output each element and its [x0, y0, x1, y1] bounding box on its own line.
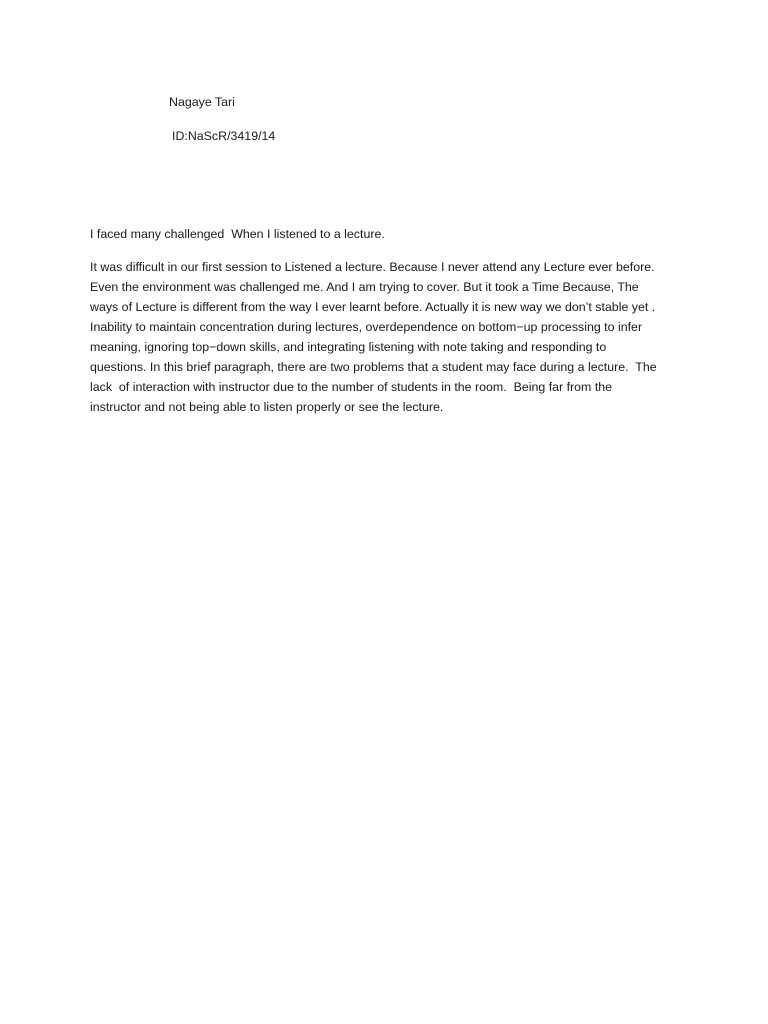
student-id: ID:NaScR/3419/14: [172, 129, 276, 143]
paragraph-line: instructor and not being able to listen properly or see the lecture.: [90, 400, 444, 414]
paragraph-line: Even the environment was challenged me. And I am trying to cover. But it took a Time Because, The: [90, 280, 639, 294]
intro-sentence: I faced many challenged When I listened to a lecture.: [90, 227, 385, 241]
author-name: Nagaye Tari: [169, 95, 235, 109]
paragraph-line: meaning, ignoring top−down skills, and integrating listening with note taking and responding to: [90, 340, 607, 354]
paragraph-line: It was difficult in our first session to Listened a lecture. Because I never attend any Lecture ever before.: [90, 260, 655, 274]
paragraph-line: questions. In this brief paragraph, there are two problems that a student may face during a lecture. The: [90, 360, 657, 374]
paragraph-line: lack of interaction with instructor due to the number of students in the room. Being far from the: [90, 380, 613, 394]
paragraph-line: ways of Lecture is different from the way I ever learnt before. Actually it is new way we don’t stable yet .: [90, 300, 656, 314]
paragraph-line: Inability to maintain concentration during lectures, overdependence on bottom−up processing to infer: [90, 320, 643, 334]
body-paragraph: [90, 257, 690, 417]
